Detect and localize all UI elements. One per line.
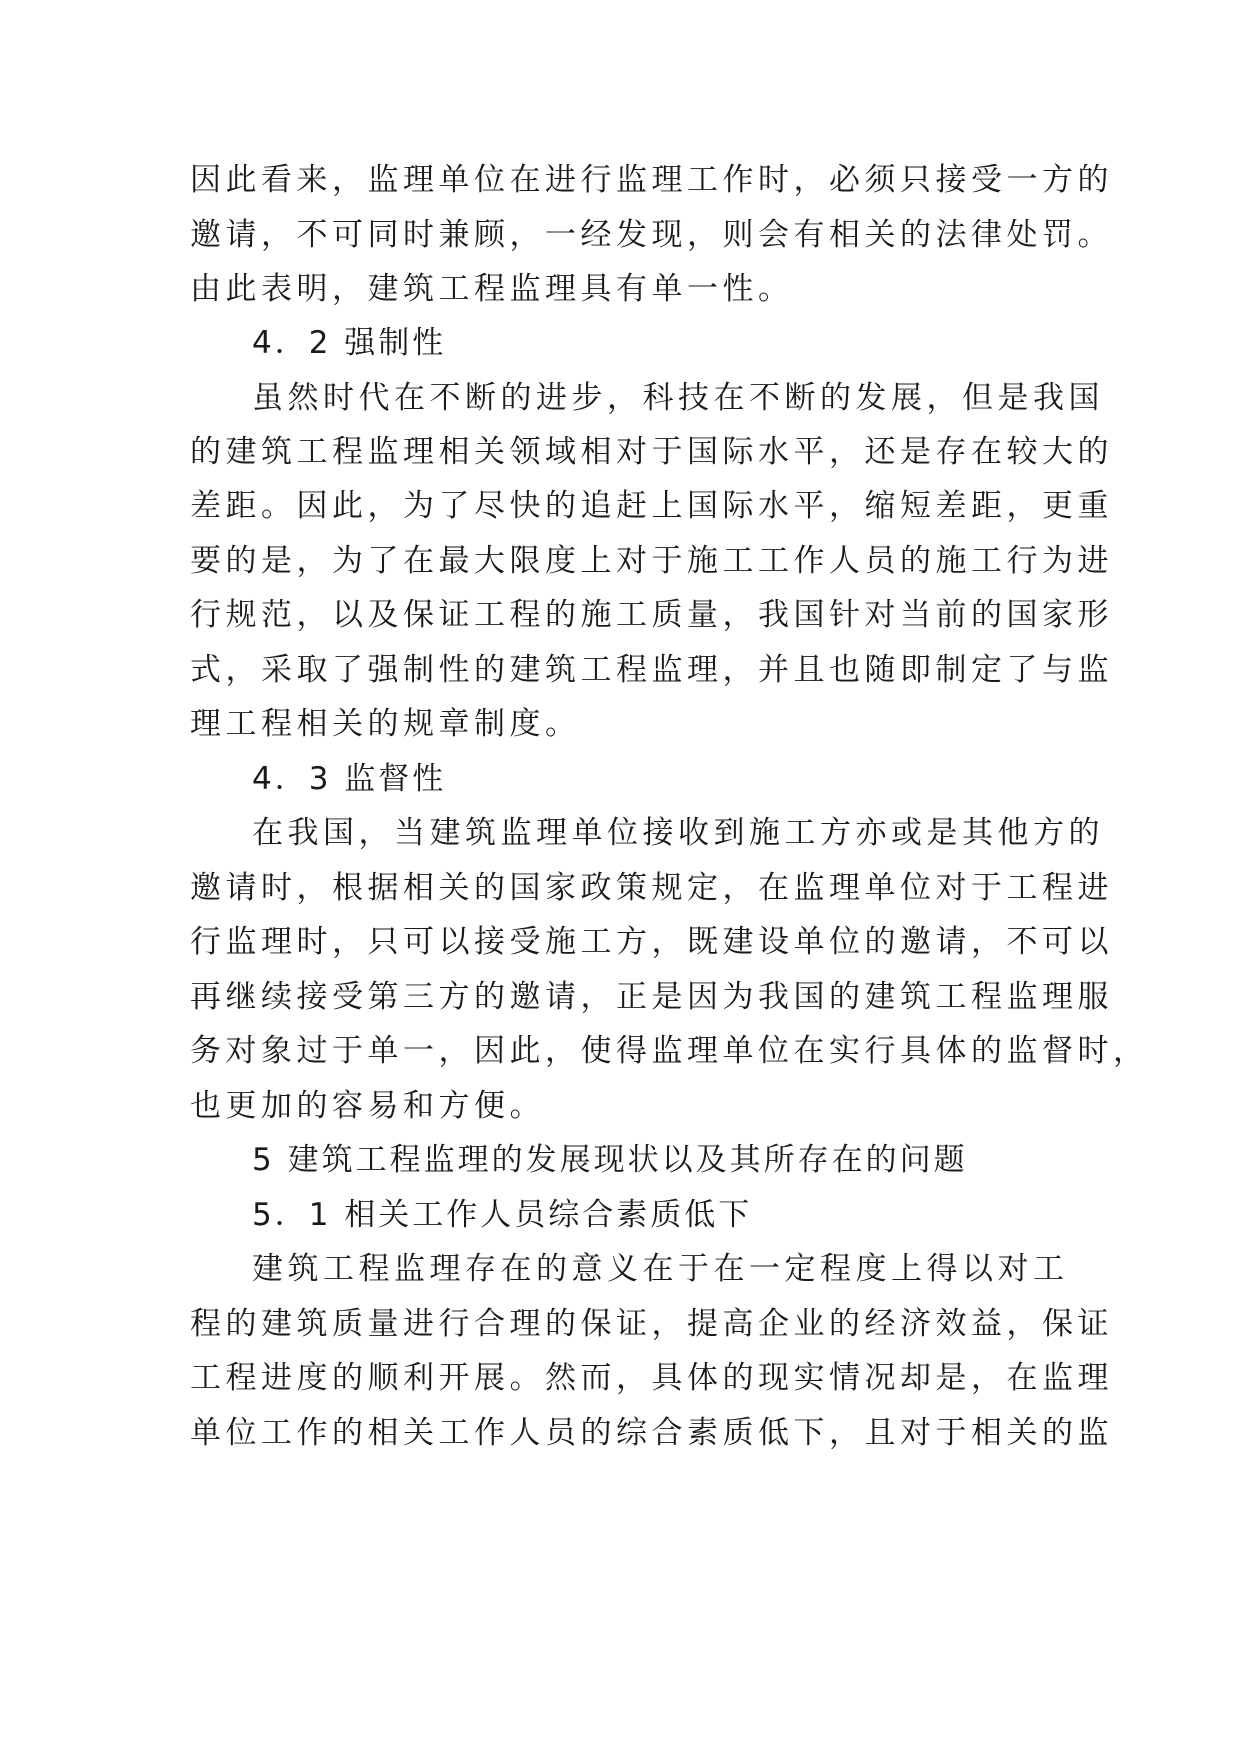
text-line: 建筑工程监理存在的意义在于在一定程度上得以对工 (252, 1251, 1069, 1287)
text-line: 的建筑工程监理相关领域相对于国际水平，还是存在较大的 (190, 434, 1113, 470)
text-line: 要的是，为了在最大限度上对于施工工作人员的施工行为进 (190, 543, 1113, 579)
text-line: 行规范，以及保证工程的施工质量，我国针对当前的国家形 (190, 597, 1113, 633)
section-heading: 4．2 强制性 (252, 325, 447, 361)
text-line: 邀请时，根据相关的国家政策规定，在监理单位对于工程进 (190, 870, 1113, 906)
text-line: 邀请，不可同时兼顾，一经发现，则会有相关的法律处罚。 (190, 217, 1113, 253)
text-line: 程的建筑质量进行合理的保证，提高企业的经济效益，保证 (190, 1306, 1113, 1342)
text-line: 因此看来，监理单位在进行监理工作时，必须只接受一方的 (190, 162, 1113, 198)
text-line: 行监理时，只可以接受施工方，既建设单位的邀请，不可以 (190, 924, 1113, 960)
text-line: 理工程相关的规章制度。 (190, 706, 581, 742)
text-line: 由此表明，建筑工程监理具有单一性。 (190, 271, 794, 307)
text-line: 在我国，当建筑监理单位接收到施工方亦或是其他方的 (252, 815, 1104, 851)
section-heading: 4．3 监督性 (252, 761, 447, 797)
text-line: 式，采取了强制性的建筑工程监理，并且也随即制定了与监 (190, 652, 1113, 688)
section-heading: 5 建筑工程监理的发展现状以及其所存在的问题 (252, 1142, 968, 1178)
text-line: 单位工作的相关工作人员的综合素质低下，且对于相关的监 (190, 1415, 1113, 1451)
text-line: 工程进度的顺利开展。然而，具体的现实情况却是，在监理 (190, 1360, 1113, 1396)
text-line: 务对象过于单一，因此，使得监理单位在实行具体的监督时， (190, 1033, 1149, 1069)
subsection-heading: 5．1 相关工作人员综合素质低下 (252, 1197, 753, 1233)
text-line: 再继续接受第三方的邀请，正是因为我国的建筑工程监理服 (190, 979, 1113, 1015)
text-line: 差距。因此，为了尽快的追赶上国际水平，缩短差距，更重 (190, 488, 1113, 524)
text-line: 虽然时代在不断的进步，科技在不断的发展，但是我国 (252, 380, 1104, 416)
text-line: 也更加的容易和方便。 (190, 1088, 545, 1124)
